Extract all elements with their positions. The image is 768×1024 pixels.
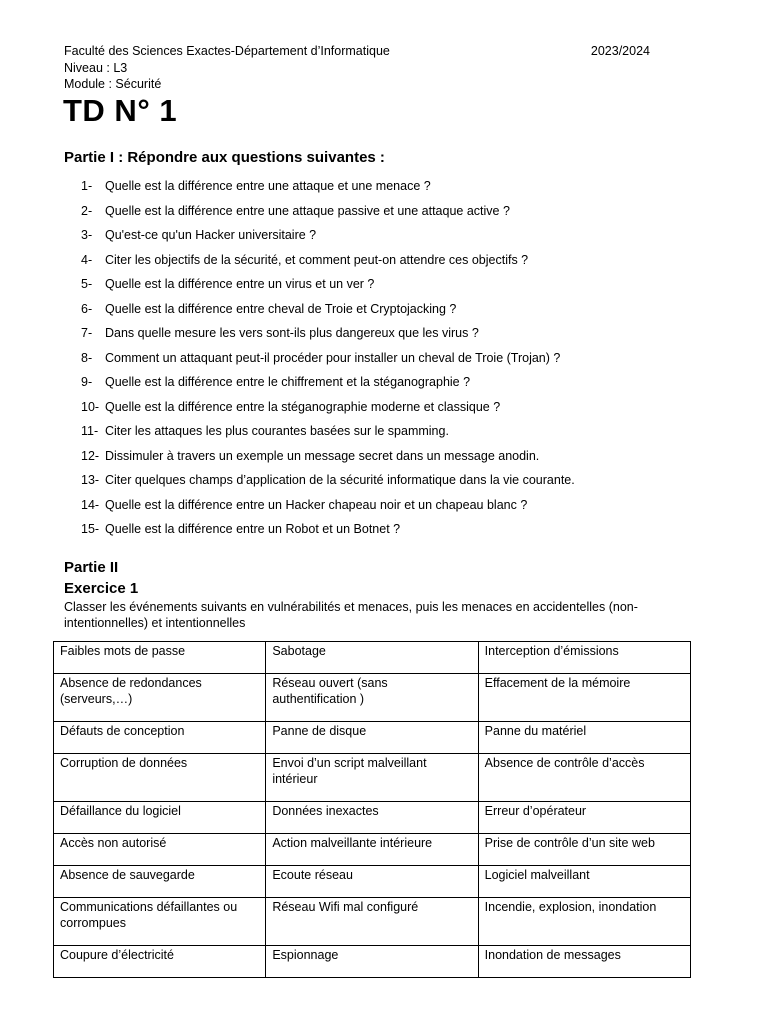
table-cell: Coupure d’électricité — [54, 946, 266, 978]
table-cell: Absence de contrôle d’accès — [478, 754, 690, 802]
table-row — [54, 642, 691, 674]
question-text: Comment un attaquant peut-il procéder pour installer un cheval de Troie (Trojan) ? — [105, 350, 561, 365]
faculty-line: Faculté des Sciences Exactes-Département d’Informatique — [64, 44, 390, 58]
question-number: 10- — [81, 399, 100, 414]
table-cell: Communications défaillantes ou corrompues — [54, 898, 266, 946]
table-cell: Prise de contrôle d’un site web — [478, 834, 690, 866]
question-item — [81, 370, 721, 395]
table-row — [54, 898, 691, 946]
exercise1-instruction: Classer les événements suivants en vulnérabilités et menaces, puis les menaces en accidentelles (non-intentionnelles) et intentionnelles — [64, 600, 638, 630]
table-cell: Inondation de messages — [478, 946, 690, 978]
table-cell: Erreur d’opérateur — [478, 802, 690, 834]
table-cell: Panne du matériel — [478, 722, 690, 754]
question-item — [81, 199, 721, 224]
table-cell: Sabotage — [266, 642, 478, 674]
question-item — [81, 321, 721, 346]
question-number: 5- — [81, 277, 93, 291]
table-cell: Défaillance du logiciel — [54, 802, 266, 834]
question-number: 11- — [81, 424, 99, 438]
question-text: Citer les attaques les plus courantes basées sur le spamming. — [105, 424, 449, 438]
question-item — [81, 346, 721, 371]
question-number: 13- — [81, 473, 100, 487]
table-cell: Données inexactes — [266, 802, 478, 834]
question-text: Quelle est la différence entre cheval de Troie et Cryptojacking ? — [105, 301, 457, 316]
question-number: 1- — [81, 179, 93, 193]
question-text: Quelle est la différence entre une attaque et une menace ? — [105, 179, 431, 193]
question-text: Quelle est la différence entre un Hacker chapeau noir et un chapeau blanc ? — [105, 497, 528, 512]
table-row — [54, 866, 691, 898]
document-header — [64, 43, 650, 93]
table-cell: Ecoute réseau — [266, 866, 478, 898]
question-item — [81, 444, 721, 469]
table-row — [54, 722, 691, 754]
table-cell: Envoi d’un script malveillant intérieur — [266, 754, 478, 802]
table-cell: Réseau Wifi mal configuré — [266, 898, 478, 946]
question-number: 4- — [81, 252, 93, 267]
question-item — [81, 468, 721, 493]
question-text: Citer les objectifs de la sécurité, et comment peut-on attendre ces objectifs ? — [105, 252, 529, 267]
question-number: 12- — [81, 448, 100, 463]
table-row — [54, 802, 691, 834]
module-line: Module : Sécurité — [64, 77, 162, 91]
table-cell: Interception d’émissions — [478, 642, 690, 674]
table-cell: Faibles mots de passe — [54, 642, 266, 674]
events-table — [53, 641, 691, 978]
question-list — [81, 174, 721, 542]
level-line: Niveau : L3 — [64, 60, 128, 75]
question-text: Quelle est la différence entre le chiffrement et la stéganographie ? — [105, 375, 471, 389]
question-number: 15- — [81, 522, 100, 536]
question-item — [81, 272, 721, 297]
table-cell: Panne de disque — [266, 722, 478, 754]
question-item — [81, 297, 721, 322]
exercise1-heading: Exercice 1 — [64, 580, 139, 597]
question-number: 14- — [81, 497, 100, 512]
table-cell: Incendie, explosion, inondation — [478, 898, 690, 946]
part1-heading: Partie I : Répondre aux questions suivantes : — [64, 149, 385, 166]
table-cell: Espionnage — [266, 946, 478, 978]
table-cell: Effacement de la mémoire — [478, 674, 690, 722]
question-number: 7- — [81, 326, 93, 340]
question-item — [81, 395, 721, 420]
question-text: Quelle est la différence entre un virus et un ver ? — [105, 277, 375, 291]
question-text: Quelle est la différence entre une attaque passive et une attaque active ? — [105, 203, 510, 218]
table-cell: Corruption de données — [54, 754, 266, 802]
question-text: Quelle est la différence entre la stéganographie moderne et classique ? — [105, 399, 501, 414]
page-title: TD N° 1 — [63, 93, 178, 128]
question-item — [81, 174, 721, 199]
question-text: Quelle est la différence entre un Robot et un Botnet ? — [105, 522, 401, 536]
question-number: 9- — [81, 375, 93, 389]
question-item — [81, 223, 721, 248]
question-text: Dissimuler à travers un exemple un message secret dans un message anodin. — [105, 448, 540, 463]
question-number: 6- — [81, 301, 93, 316]
table-cell: Absence de sauvegarde — [54, 866, 266, 898]
question-item — [81, 493, 721, 518]
table-cell: Accès non autorisé — [54, 834, 266, 866]
question-text: Qu'est-ce qu'un Hacker universitaire ? — [105, 228, 317, 242]
table-cell: Logiciel malveillant — [478, 866, 690, 898]
academic-year: 2023/2024 — [590, 44, 650, 58]
question-number: 2- — [81, 203, 93, 218]
table-row — [54, 834, 691, 866]
question-item — [81, 419, 721, 444]
table-row — [54, 754, 691, 802]
question-number: 3- — [81, 228, 93, 242]
table-cell: Absence de redondances (serveurs,…) — [54, 674, 266, 722]
question-text: Citer quelques champs d’application de la sécurité informatique dans la vie courante. — [105, 473, 575, 487]
table-cell: Réseau ouvert (sans authentification ) — [266, 674, 478, 722]
question-item — [81, 248, 721, 273]
table-row — [54, 946, 691, 978]
question-number: 8- — [81, 350, 93, 365]
table-cell: Action malveillante intérieure — [266, 834, 478, 866]
part2-heading: Partie II — [64, 559, 119, 576]
question-item — [81, 517, 721, 542]
question-text: Dans quelle mesure les vers sont-ils plus dangereux que les virus ? — [105, 326, 479, 340]
table-row — [54, 674, 691, 722]
table-cell: Défauts de conception — [54, 722, 266, 754]
